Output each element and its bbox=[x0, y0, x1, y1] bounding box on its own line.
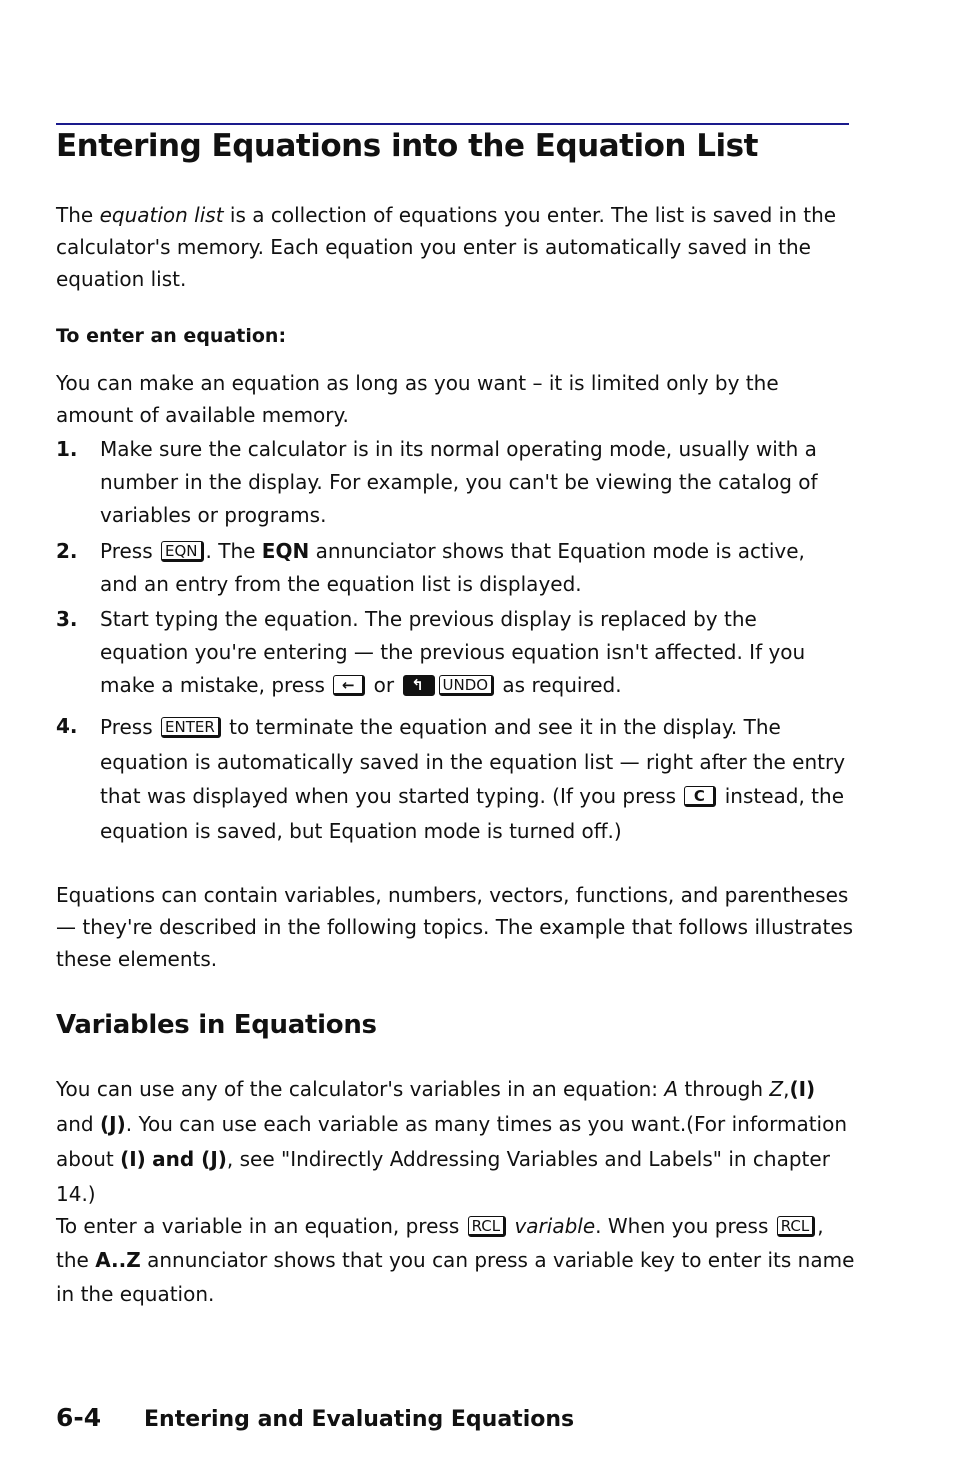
backspace-key: ← bbox=[333, 675, 365, 696]
step-text: Start typing the equation. The previous display is replaced by the equation you're entering — the previous equation isn't affected. If you make a mistake, press ← or ↰ UNDO as required. bbox=[100, 607, 806, 697]
subheading: To enter an equation: bbox=[56, 325, 287, 347]
intro-text-1: The bbox=[56, 203, 94, 227]
step-number: 4. bbox=[56, 714, 78, 738]
rcl-key: RCL bbox=[468, 1216, 507, 1237]
intro-term: equation list bbox=[99, 203, 224, 227]
lead-paragraph: You can make an equation as long as you want – it is limited only by the amount of available memory. bbox=[56, 371, 779, 427]
eqn-key: EQN bbox=[161, 541, 204, 562]
variables-heading: Variables in Equations bbox=[56, 1010, 377, 1040]
step-text: Press EQN . The EQN annunciator shows that Equation mode is active, and an entry from the equation list is displayed. bbox=[100, 539, 805, 596]
section-title: Entering Equations into the Equation List bbox=[56, 128, 758, 164]
step-number: 2. bbox=[56, 539, 78, 563]
page-number: 6-4 bbox=[56, 1403, 102, 1432]
eqn-annunciator: EQN bbox=[261, 539, 310, 563]
step-text: Press ENTER to terminate the equation and see it in the display. The equation is automatically saved in the equation list — right after the entry that was displayed when you started typing. (If you press C instead, the equation is saved, but Equation mode is turned off.) bbox=[100, 715, 846, 843]
enter-key: ENTER bbox=[161, 717, 221, 738]
step-number: 1. bbox=[56, 437, 78, 461]
rcl-key: RCL bbox=[777, 1216, 816, 1237]
page-footer bbox=[56, 1403, 574, 1432]
intro-text-2: is a collection of equations you enter. The list is saved in the calculator's memory. Each equation you enter is automatically saved in the equation list. bbox=[56, 203, 837, 291]
undo-key: UNDO bbox=[439, 675, 495, 696]
step-number: 3. bbox=[56, 607, 78, 631]
equations-paragraph: Equations can contain variables, numbers, vectors, functions, and parentheses — they're described in the following topics. The example that follows illustrates these elements. bbox=[56, 883, 854, 971]
intro-paragraph bbox=[56, 199, 856, 295]
chapter-title: Entering and Evaluating Equations bbox=[144, 1407, 575, 1432]
variables-paragraph: You can use any of the calculator's variables in an equation: A through Z,(I) and (J). You can use each variable as many times as you want.(For information about (I) and (J), see "Indirectly Addressing Variables and Labels" in chapter 14.) bbox=[56, 1077, 848, 1206]
header-rule bbox=[56, 123, 849, 125]
az-annunciator: A..Z bbox=[95, 1248, 141, 1272]
shift-key: ↰ bbox=[403, 675, 435, 696]
clear-key: C bbox=[684, 786, 716, 807]
recall-paragraph: To enter a variable in an equation, press RCL variable. When you press RCL , the A..Z annunciator shows that you can press a variable key to enter its name in the equation. bbox=[56, 1214, 855, 1306]
step-text: Make sure the calculator is in its normal operating mode, usually with a number in the display. For example, you can't be viewing the catalog of variables or programs. bbox=[100, 437, 818, 527]
